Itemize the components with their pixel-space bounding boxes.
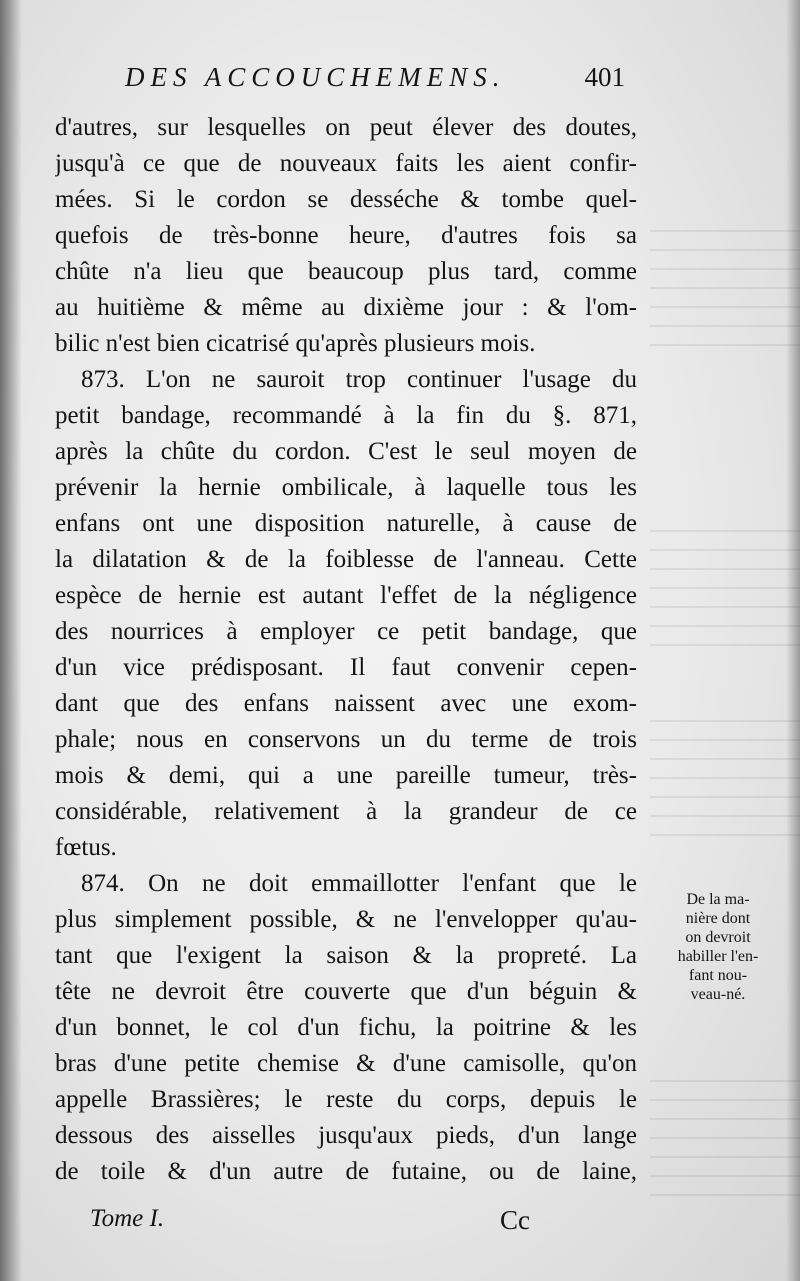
body-text (55, 110, 637, 1190)
margin-note-line: nière dont (685, 910, 751, 927)
bleed-through-text (650, 230, 800, 360)
text-line: de toile & d'un autre de futaine, ou de laine, (55, 1158, 637, 1185)
margin-note-line: veau-né. (690, 986, 746, 1003)
text-line: petit bandage, recommandé à la fin du §. 871, (55, 402, 637, 429)
text-line: d'un bonnet, le col d'un fichu, la poitrine & les (55, 1014, 637, 1041)
text-line: tant que l'exigent la saison & la propreté. La (55, 942, 637, 969)
text-line: bras d'une petite chemise & d'une camisolle, qu'on (55, 1050, 637, 1077)
signature-mark: Cc (500, 1205, 530, 1235)
margin-note-line: De la ma- (686, 891, 750, 908)
margin-note-line: habiller l'en- (677, 948, 759, 965)
bleed-through-text (650, 530, 800, 660)
running-head (125, 62, 625, 102)
text-line: espèce de hernie est autant l'effet de la négligence (55, 582, 637, 609)
text-line: fœtus. (55, 834, 117, 861)
text-line: bilic n'est bien cicatrisé qu'après plusieurs mois. (55, 330, 536, 357)
margin-note (643, 890, 793, 1004)
margin-note-line: fant nou- (688, 967, 748, 984)
volume-label: Tome I. (90, 1205, 165, 1232)
text-line: chûte n'a lieu que beaucoup plus tard, comme (55, 258, 637, 285)
running-title: DES ACCOUCHEMENS. (125, 62, 506, 92)
text-line: des nourrices à employer ce petit bandage, que (55, 618, 637, 645)
text-line: jusqu'à ce que de nouveaux faits les aient confir- (55, 150, 637, 177)
text-line: prévenir la hernie ombilicale, à laquelle tous les (55, 474, 637, 501)
page-number: 401 (584, 62, 625, 92)
bleed-through-text (650, 1080, 800, 1210)
text-line: mois & demi, qui a une pareille tumeur, très- (55, 762, 637, 789)
text-line: au huitième & même au dixième jour : & l'om- (55, 294, 637, 321)
text-line: dant que des enfans naissent avec une exom- (55, 690, 637, 717)
page-gutter-shadow (0, 0, 22, 1281)
text-line: dessous des aisselles jusqu'aux pieds, d'un lange (55, 1122, 637, 1149)
margin-note-line: on devroit (685, 929, 751, 946)
paragraph-873-start: 873. L'on ne sauroit trop continuer l'usage du (81, 366, 637, 393)
text-line: tête ne devroit être couverte que d'un béguin & (55, 978, 637, 1005)
text-line: plus simplement possible, & ne l'envelopper qu'au- (55, 906, 637, 933)
text-line: mées. Si le cordon se desséche & tombe quel- (55, 186, 637, 213)
text-line: considérable, relativement à la grandeur de ce (55, 798, 637, 825)
text-line: après la chûte du cordon. C'est le seul moyen de (55, 438, 637, 465)
text-line: quefois de très-bonne heure, d'autres fois sa (55, 222, 637, 249)
text-line: la dilatation & de la foiblesse de l'anneau. Cette (55, 546, 637, 573)
paragraph-874-start: 874. On ne doit emmaillotter l'enfant que le (81, 870, 637, 897)
text-line: appelle Brassières; le reste du corps, depuis le (55, 1086, 637, 1113)
text-line: enfans ont une disposition naturelle, à cause de (55, 510, 637, 537)
text-line: phale; nous en conservons un du terme de trois (55, 726, 637, 753)
bleed-through-text (650, 720, 800, 850)
page-footer (90, 1205, 530, 1245)
text-line: d'autres, sur lesquelles on peut élever des doutes, (55, 114, 637, 141)
text-line: d'un vice prédisposant. Il faut convenir cepen- (55, 654, 637, 681)
